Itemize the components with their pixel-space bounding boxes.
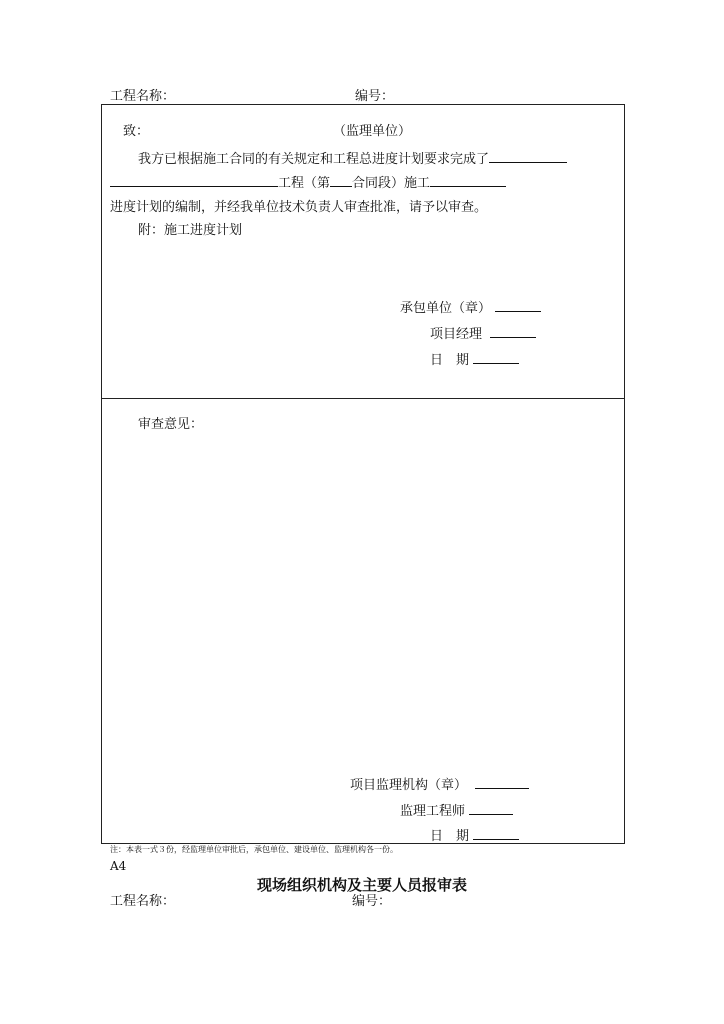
next-number-label: 编号： (352, 894, 392, 909)
top-date-label: 日 期 (430, 353, 470, 368)
top-date-blank[interactable] (473, 351, 519, 364)
project-blank-2[interactable] (110, 174, 278, 187)
statement-line-1-text: 我方已根据施工合同的有关规定和工程总进度计划要求完成了 (138, 152, 490, 167)
bottom-date-row (430, 827, 519, 845)
statement-line-2-mid: 工程（第 (278, 176, 331, 191)
statement-line-3: 进度计划的编制，并经我单位技术负责人审查批准，请予以审查。 (110, 200, 488, 215)
top-date-row (430, 351, 519, 369)
supervision-org-label: 项目监理机构（章） (350, 778, 468, 793)
bottom-date-blank[interactable] (473, 827, 519, 840)
statement-line-2-contract: 合同段）施工 (352, 176, 431, 191)
supervision-org-seal-blank[interactable] (475, 776, 529, 789)
attachment-label: 附：施工进度计划 (138, 223, 243, 238)
contractor-signature-row (400, 299, 541, 317)
form-note: 注：本表一式３份，经监理单位审批后，承包单位、建设单位、监理机构各一份。 (110, 845, 398, 854)
review-opinion-label: 审查意见： (138, 417, 204, 432)
engineer-signature-blank[interactable] (469, 802, 513, 815)
statement-line-1 (138, 150, 567, 168)
supervision-org-row (350, 776, 529, 794)
engineer-label: 监理工程师 (400, 804, 466, 819)
manager-signature-row (430, 325, 536, 343)
engineer-signature-row (400, 802, 513, 820)
construction-blank[interactable] (430, 174, 506, 187)
manager-label: 项目经理 (430, 327, 483, 342)
contract-section-blank[interactable] (330, 174, 352, 187)
next-project-name-label: 工程名称： (110, 894, 176, 909)
contractor-label: 承包单位（章） (400, 301, 492, 316)
form-code: A4 (110, 859, 127, 873)
project-blank-1[interactable] (489, 150, 567, 163)
statement-line-2 (110, 174, 506, 192)
manager-signature-blank[interactable] (490, 325, 536, 338)
supervisor-unit-label: （监理单位） (333, 124, 412, 139)
bottom-date-label: 日 期 (430, 829, 470, 844)
contractor-seal-blank[interactable] (495, 299, 541, 312)
application-section (101, 104, 625, 399)
number-label: 编号： (355, 89, 395, 104)
project-name-label: 工程名称： (110, 89, 176, 104)
to-label: 致： (123, 124, 150, 139)
next-form-title: 现场组织机构及主要人员报审表 (256, 876, 467, 894)
